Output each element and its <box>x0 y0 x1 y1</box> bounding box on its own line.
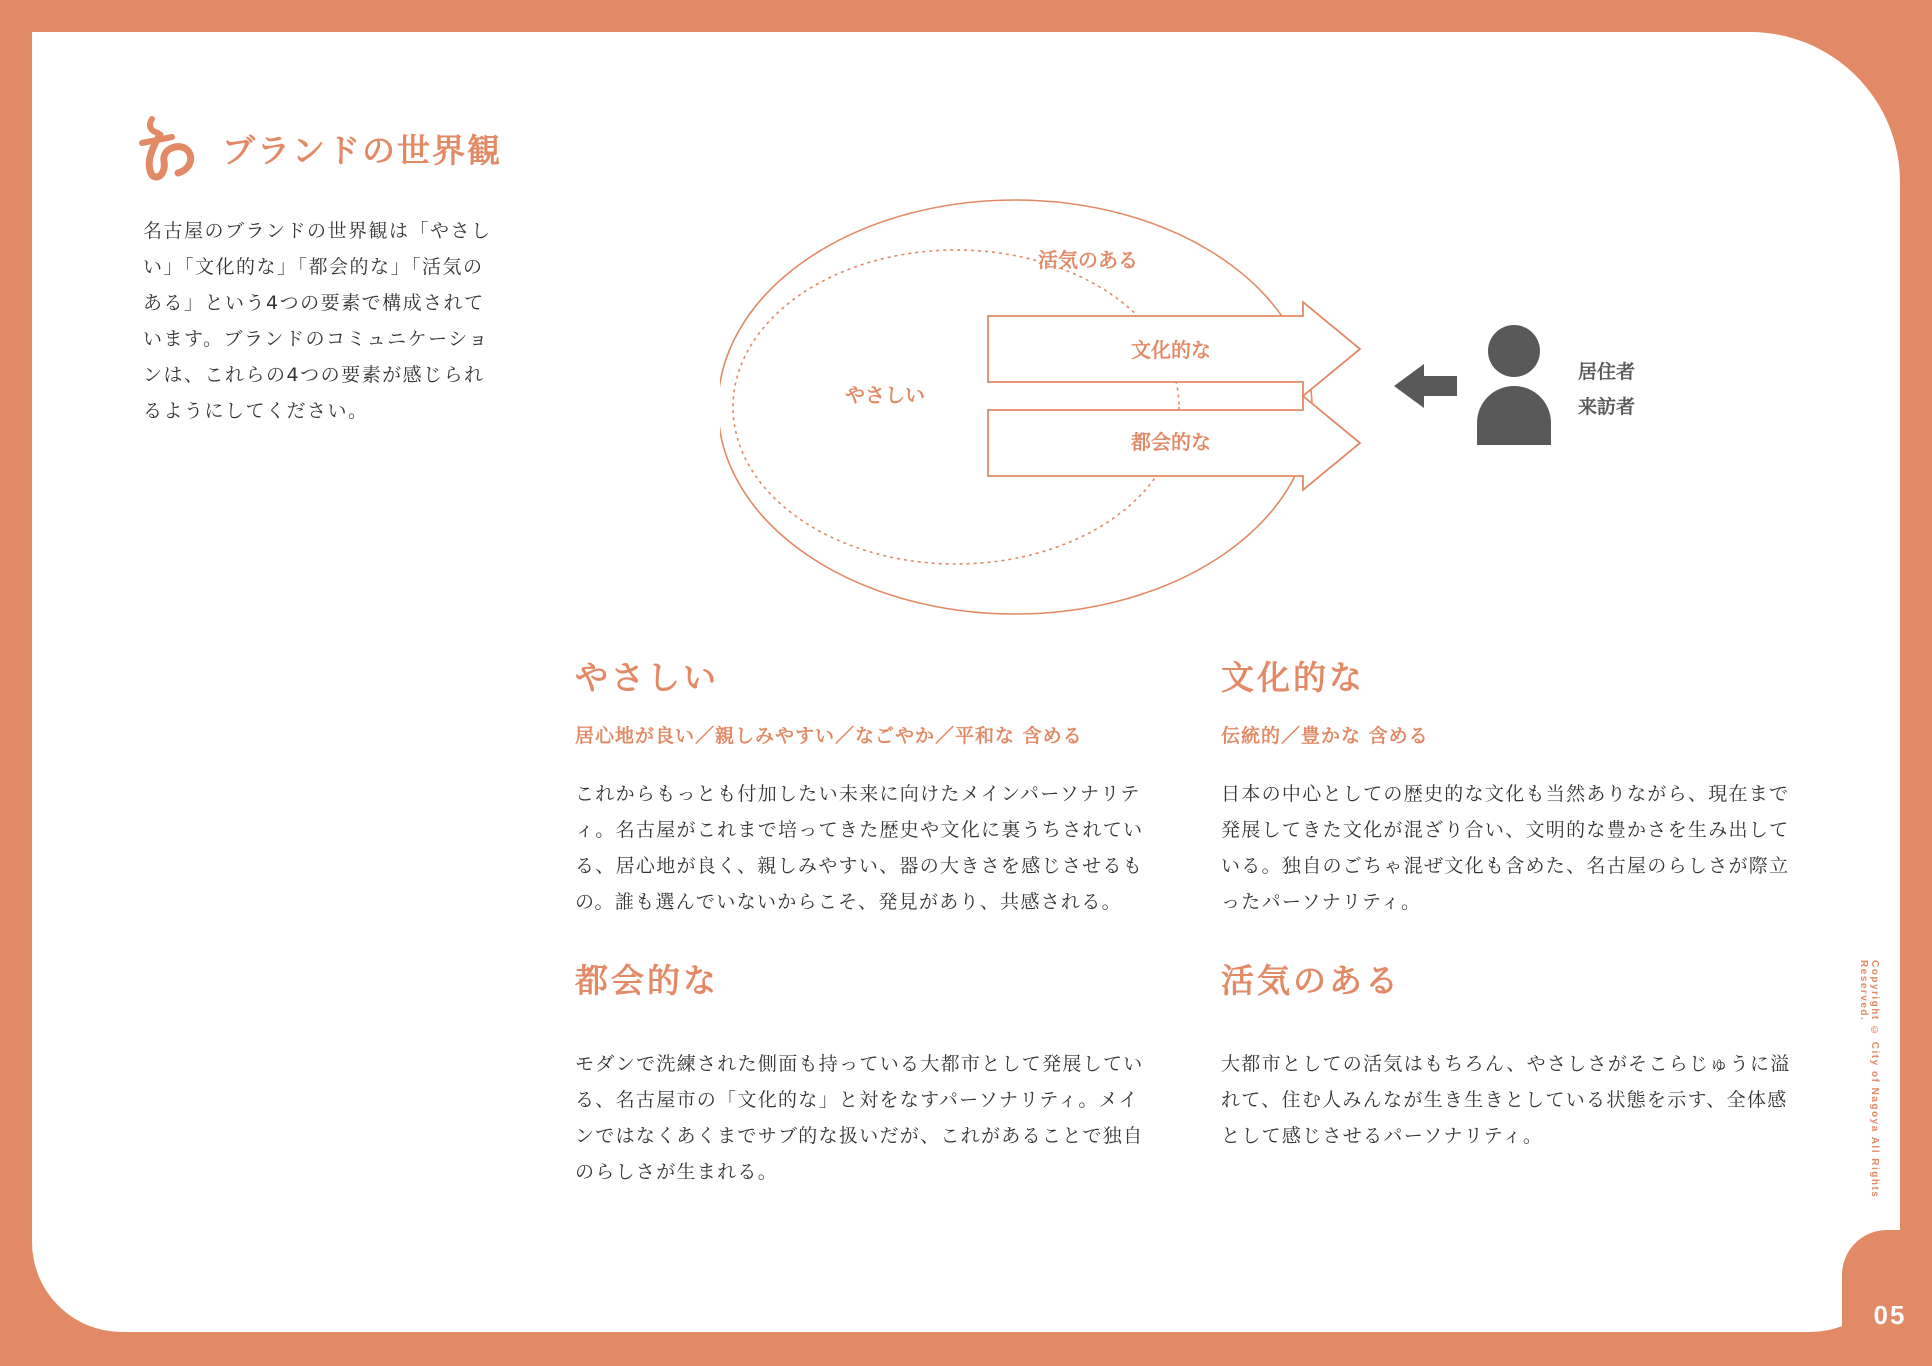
section-subtitle: 居心地が良い／親しみやすい／なごやか／平和な 含める <box>575 725 1083 747</box>
intro-paragraph: 名古屋のブランドの世界観は「やさしい」「文化的な」「都会的な」「活気のある」という4つの要素で構成されています。ブランドのコミュニケーションは、これらの4つの要素が感じられるようにしてください。 <box>143 220 492 422</box>
arrow-bottom-label: 都会的な <box>1131 430 1211 454</box>
page-tab <box>1842 1230 1932 1366</box>
person-label-visitors: 来訪者 <box>1578 396 1636 418</box>
section-tokaiteki <box>575 955 1155 1190</box>
outer-ellipse <box>720 200 1312 614</box>
arrow-left-icon <box>1394 364 1457 408</box>
page-number: 05 <box>1873 1300 1907 1330</box>
arrow-top-label: 文化的な <box>1131 338 1211 362</box>
section-body: モダンで洗練された側面も持っている大都市として発展している、名古屋市の「文化的な」と対をなすパーソナリティ。メインではなくあくまでサブ的な扱いだが、これがあることで独自のらしさが生まれる。 <box>575 1053 1144 1183</box>
section-body: 日本の中心としての歴史的な文化も当然ありながら、現在まで発展してきた文化が混ざり合い、文明的な豊かさを生み出している。独自のごちゃ混ぜ文化も含めた、名古屋のらしさが際立ったパーソナリティ。 <box>1221 783 1790 913</box>
page-title: ブランドの世界観 <box>222 131 502 170</box>
person-icon <box>1477 325 1551 445</box>
brand-world-diagram <box>720 190 1720 620</box>
section-title: 活気のある <box>1221 961 1401 1000</box>
section-kakki <box>1221 955 1801 1154</box>
nagoya-logo-icon <box>138 115 198 183</box>
section-title: やさしい <box>575 658 719 697</box>
copyright-text: Copyright © City of Nagoya All Rights Reserved. <box>1858 960 1880 1199</box>
outer-label: 活気のある <box>1038 248 1138 272</box>
section-bunkateki <box>1221 652 1801 920</box>
section-body: 大都市としての活気はもちろん、やさしさがそこらじゅうに溢れて、住む人みんなが生き生きとしている状態を示す、全体感として感じさせるパーソナリティ。 <box>1221 1053 1791 1147</box>
inner-ellipse-dashed <box>733 250 1179 564</box>
section-subtitle: 伝統的／豊かな 含める <box>1221 725 1429 747</box>
section-title: 都会的な <box>575 961 719 1000</box>
section-body: これからもっとも付加したい未来に向けたメインパーソナリティ。名古屋がこれまで培ってきた歴史や文化に裏うちされている、居心地が良く、親しみやすい、器の大きさを感じさせるもの。誰も選んでいないからこそ、発見があり、共感される。 <box>575 783 1144 913</box>
section-yasashii <box>575 652 1155 920</box>
inner-label: やさしい <box>845 383 925 407</box>
section-title: 文化的な <box>1221 658 1365 697</box>
person-label-residents: 居住者 <box>1578 361 1636 383</box>
